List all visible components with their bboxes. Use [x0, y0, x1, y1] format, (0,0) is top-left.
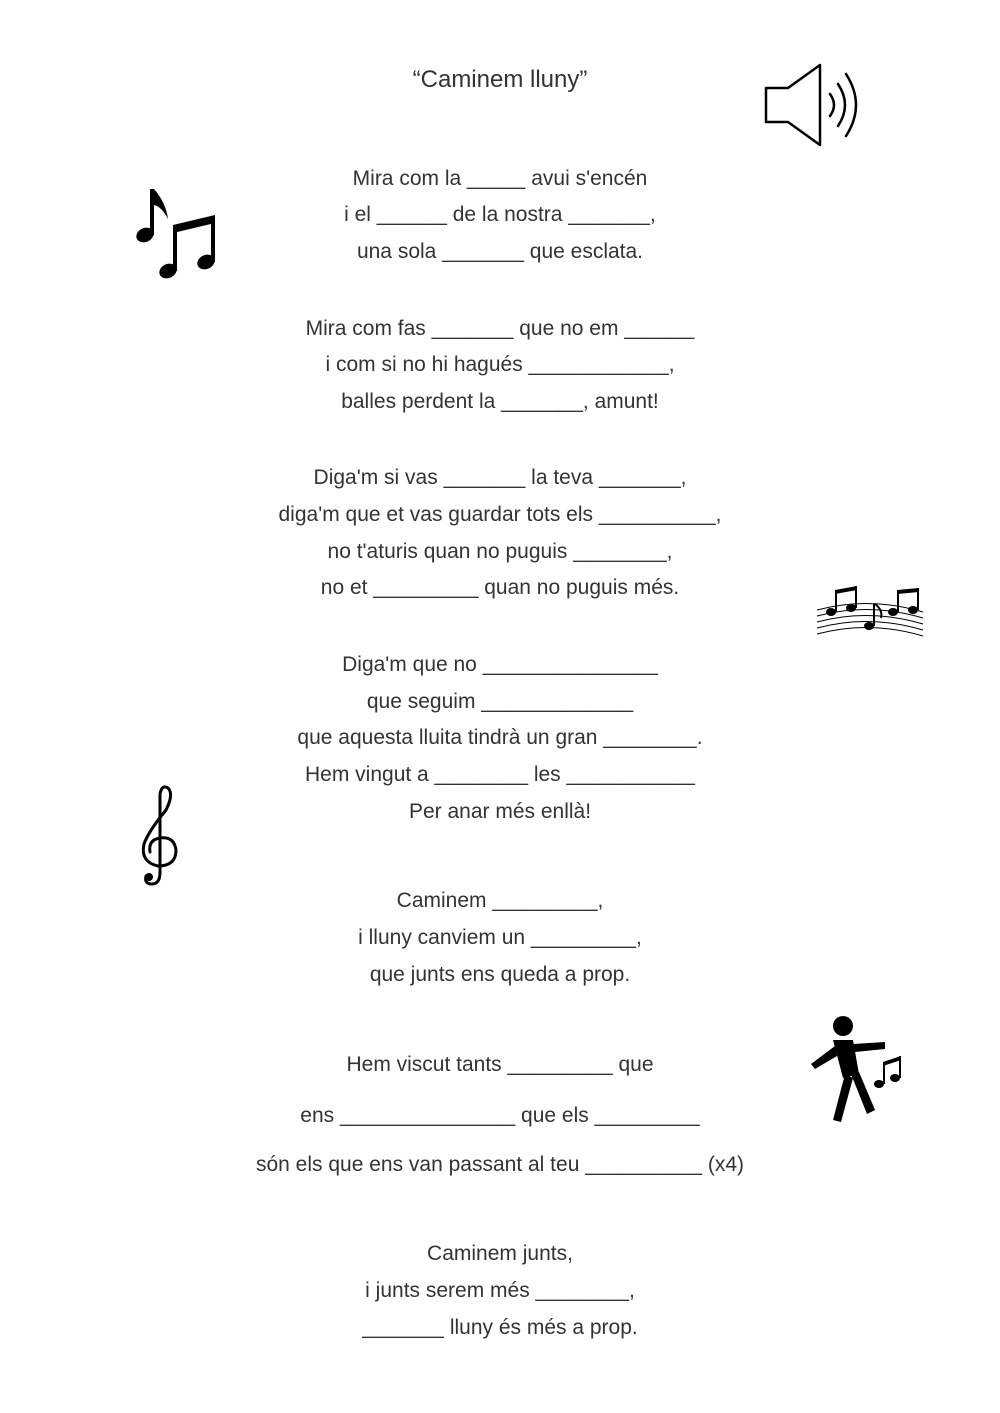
lyric-line: Diga'm que no _______________: [342, 653, 658, 676]
lyric-line: una sola _______ que esclata.: [356, 240, 644, 263]
lyric-line: Hem vingut a ________ les ___________: [305, 763, 695, 786]
music-notes-icon: [132, 185, 222, 283]
lyric-line: Mira com fas _______ que no em ______: [305, 317, 695, 340]
lyric-line: _______ lluny és més a prop.: [362, 1316, 638, 1339]
lyric-line: Caminem junts,: [427, 1242, 573, 1265]
lyric-line: que seguim _____________: [366, 690, 634, 713]
lyric-line: i junts serem més ________,: [365, 1279, 635, 1302]
lyric-line: Caminem _________,: [396, 889, 604, 912]
music-staff-icon: [813, 582, 928, 640]
lyric-line: i el ______ de la nostra _______,: [344, 203, 656, 226]
speaker-icon: [760, 60, 870, 150]
lyric-line: ens _______________ que els _________: [300, 1104, 700, 1127]
lyric-line: diga'm que et vas guardar tots els __________,: [278, 503, 722, 526]
lyric-line: i com si no hi hagués ____________,: [325, 353, 675, 376]
lyric-line: no t'aturis quan no puguis ________,: [327, 540, 673, 563]
lyric-line: Diga'm si vas _______ la teva _______,: [313, 466, 687, 489]
lyric-line: que junts ens queda a prop.: [369, 963, 631, 986]
lyric-line: són els que ens van passant al teu __________ (x4): [255, 1153, 744, 1176]
lyric-line: Hem viscut tants _________ que: [346, 1053, 654, 1076]
lyric-line: que aquesta lluita tindrà un gran ________.: [297, 726, 703, 749]
lyric-line: Per anar més enllà!: [408, 800, 592, 823]
lyric-line: balles perdent la _______, amunt!: [341, 390, 659, 413]
treble-clef-icon: [130, 780, 190, 892]
page-title: “Caminem lluny”: [412, 66, 588, 93]
lyric-line: i lluny canviem un _________,: [358, 926, 642, 949]
lyric-line: no et _________ quan no puguis més.: [320, 576, 680, 599]
lyric-line: Mira com la _____ avui s'encén: [352, 167, 648, 190]
dancing-person-icon: [803, 1012, 908, 1127]
